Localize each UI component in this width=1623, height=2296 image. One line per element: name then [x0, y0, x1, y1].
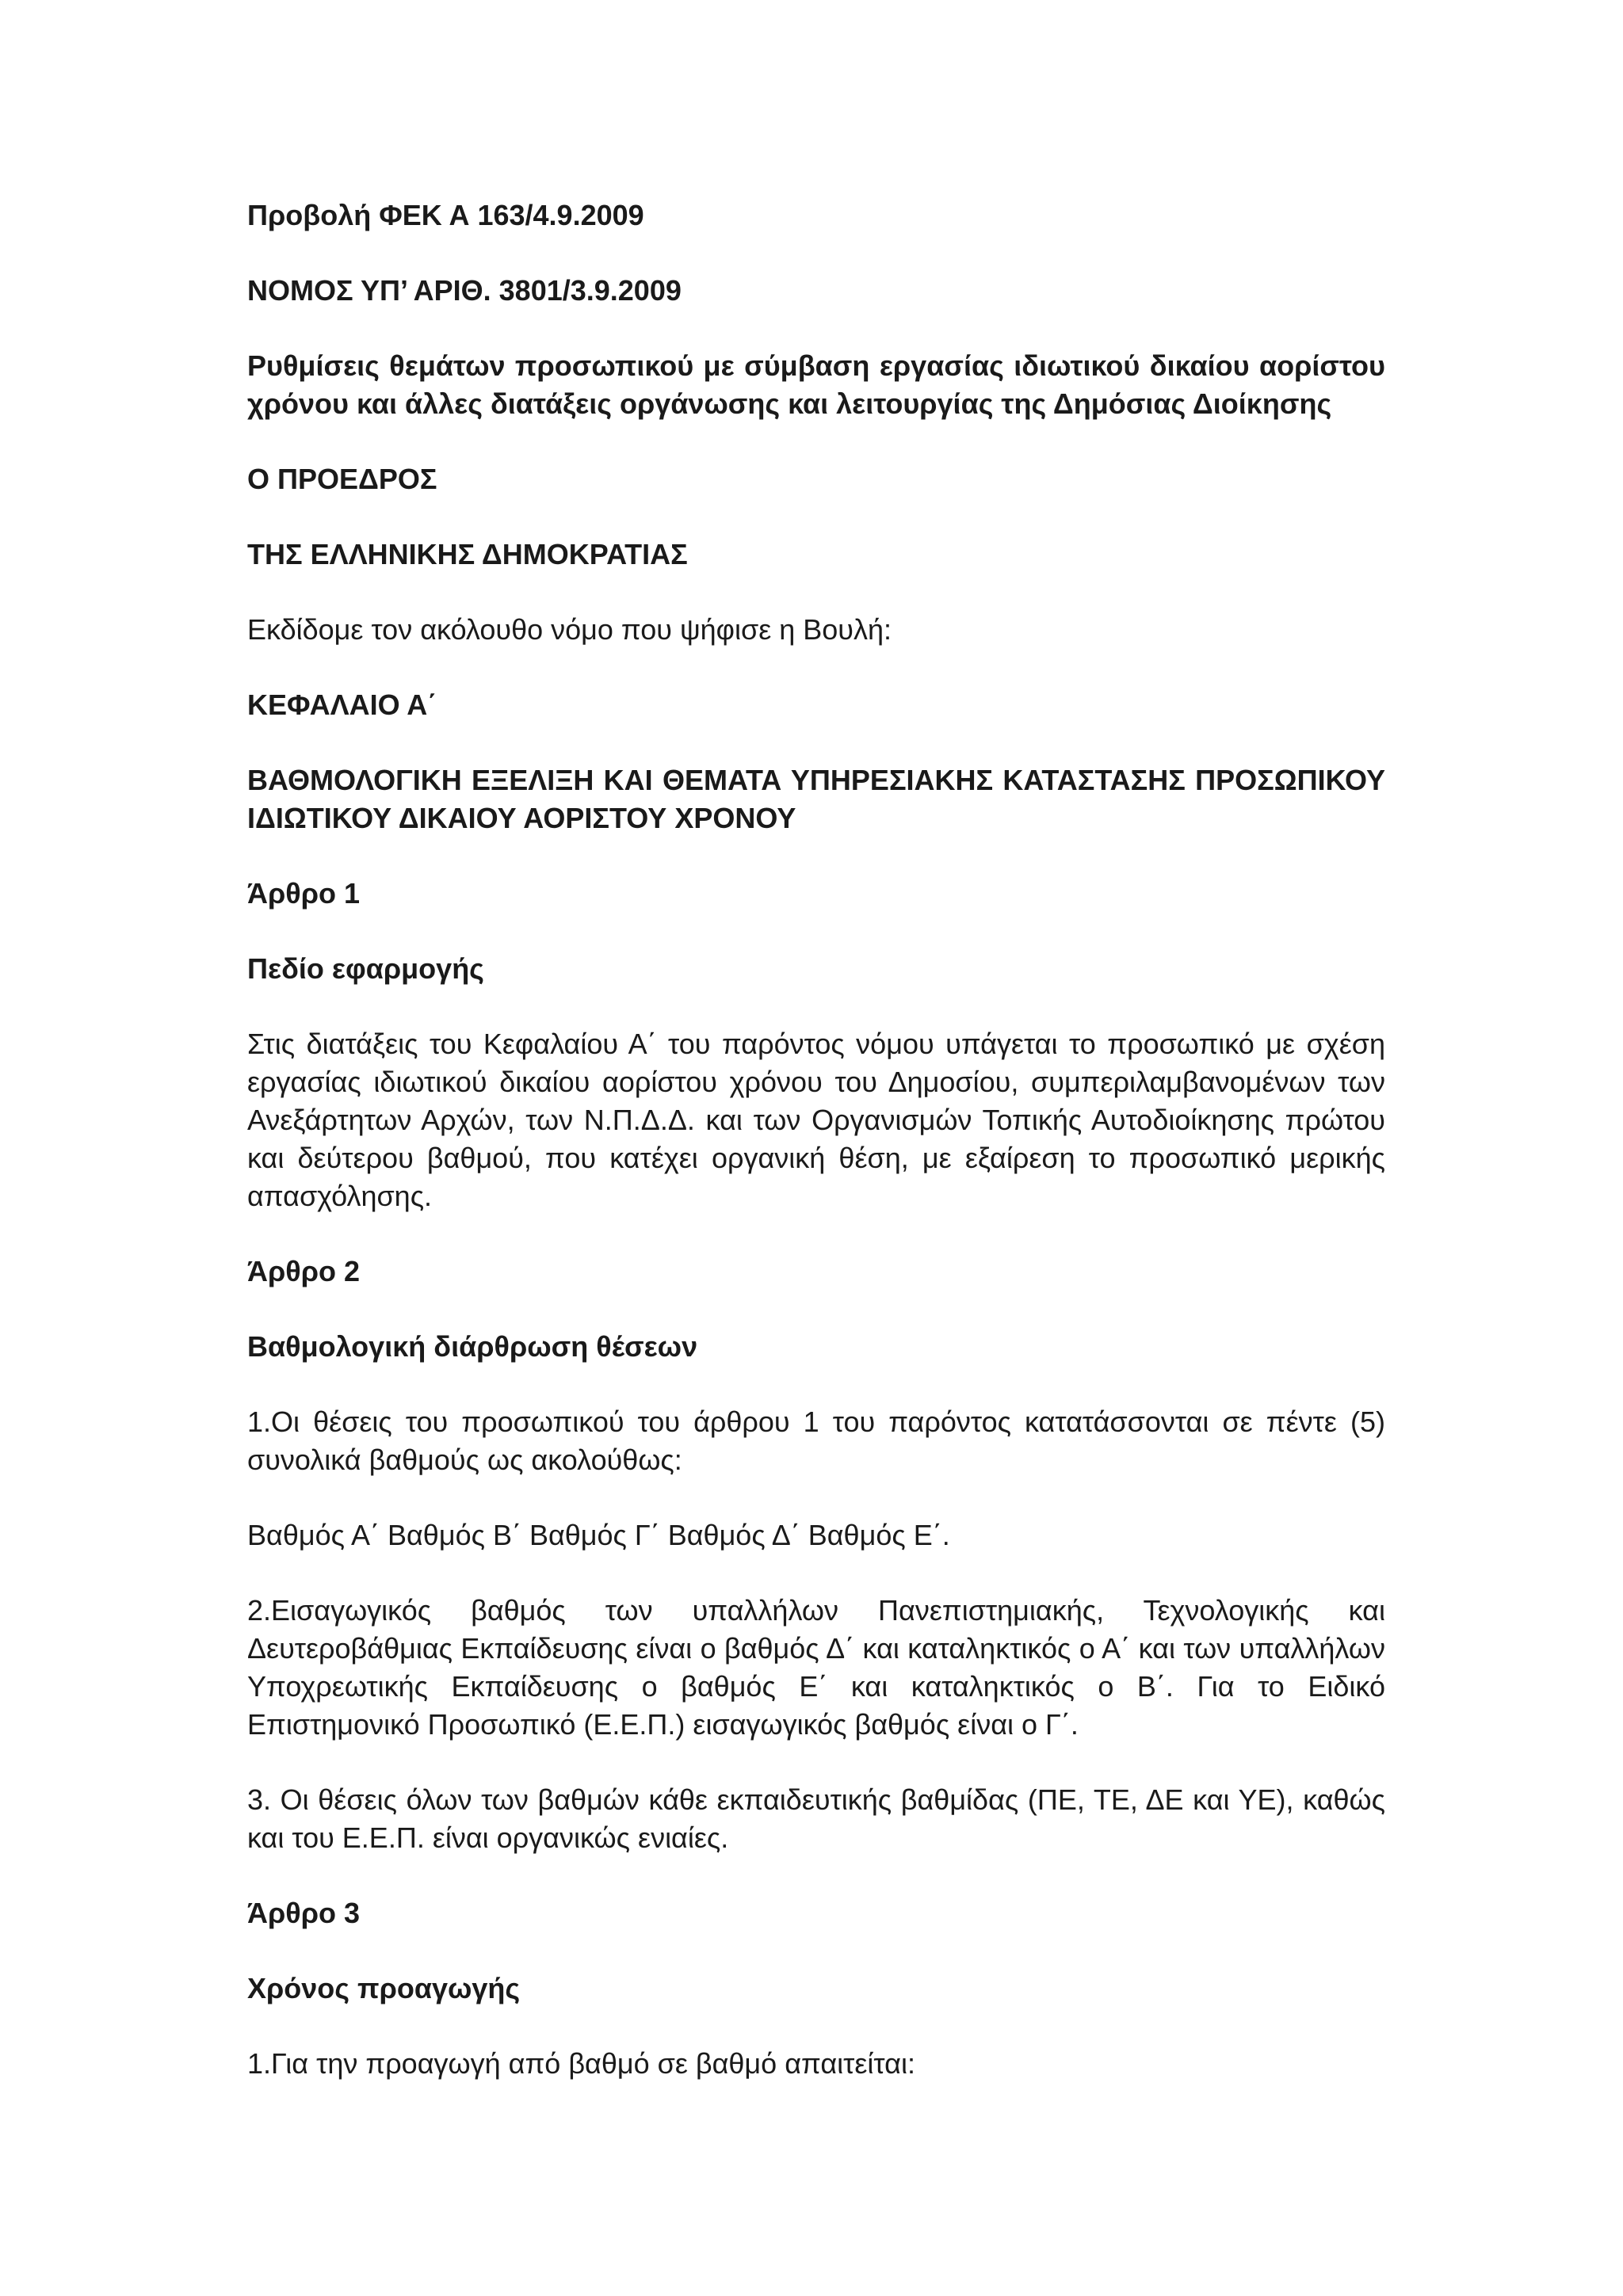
article-2-paragraph-3: 3. Οι θέσεις όλων των βαθμών κάθε εκπαιδευτικής βαθμίδας (ΠΕ, ΤΕ, ΔΕ και ΥΕ), καθώς και του Ε.Ε.Π. είναι οργανικώς ενιαίες. [247, 1783, 1385, 1854]
issuer-line-2: ΤΗΣ ΕΛΛΗΝΙΚΗΣ ΔΗΜΟΚΡΑΤΙΑΣ [247, 538, 688, 570]
article-1-text: Στις διατάξεις του Κεφαλαίου Α΄ του παρόντος νόμου υπάγεται το προσωπικό με σχέση εργασίας ιδιωτικού δικαίου αορίστου χρόνου του Δημοσίου, συμπεριλαμβανομένων των Ανεξάρτητων Αρχών, των Ν.Π.Δ.Δ. και των Οργανισμών Τοπικής Αυτοδιοίκησης πρώτου και δεύτερου βαθμού, που κατέχει οργανική θέση, με εξαίρεση το προσωπικό μερικής απασχόλησης. [247, 1028, 1385, 1212]
chapter-title: ΒΑΘΜΟΛΟΓΙΚΗ ΕΞΕΛΙΞΗ ΚΑΙ ΘΕΜΑΤΑ ΥΠΗΡΕΣΙΑΚΗΣ ΚΑΤΑΣΤΑΣΗΣ ΠΡΟΣΩΠΙΚΟΥ ΙΔΙΩΤΙΚΟΥ ΔΙΚΑΙΟΥ ΑΟΡΙΣΤΟΥ ΧΡΟΝΟΥ [247, 764, 1385, 834]
law-number: ΝΟΜΟΣ ΥΠ’ ΑΡΙΘ. 3801/3.9.2009 [247, 274, 682, 307]
article-3-title: Χρόνος προαγωγής [247, 1972, 521, 2004]
enactment-formula: Εκδίδομε τον ακόλουθο νόμο που ψήφισε η Βουλή: [247, 613, 892, 646]
document-page [247, 196, 1385, 2083]
article-1-label: Άρθρο 1 [247, 877, 361, 910]
article-2-label: Άρθρο 2 [247, 1255, 361, 1287]
article-2-title: Βαθμολογική διάρθρωση θέσεων [247, 1330, 698, 1363]
article-2-paragraph-1: 1.Οι θέσεις του προσωπικού του άρθρου 1 του παρόντος κατατάσσονται σε πέντε (5) συνολικά βαθμούς ως ακολούθως: [247, 1405, 1385, 1476]
article-2-paragraph-2: 2.Εισαγωγικός βαθμός των υπαλλήλων Πανεπιστημιακής, Τεχνολογικής και Δευτεροβάθμιας Εκπαίδευσης είναι ο βαθμός Δ΄ και καταληκτικός ο Α΄ και των υπαλλήλων Υποχρεωτικής Εκπαίδευσης ο βαθμός Ε΄ και καταληκτικός ο Β΄. Για το Ειδικό Επιστημονικό Προσωπικό (Ε.Ε.Π.) εισαγωγικός βαθμός είναι ο Γ΄. [247, 1594, 1385, 1741]
issuer-line-1: Ο ΠΡΟΕΔΡΟΣ [247, 463, 437, 495]
article-3-label: Άρθρο 3 [247, 1897, 361, 1929]
gazette-reference: Προβολή ΦΕΚ Α 163/4.9.2009 [247, 199, 644, 231]
article-2-grades: Βαθμός Α΄ Βαθμός Β΄ Βαθμός Γ΄ Βαθμός Δ΄ Βαθμός Ε΄. [247, 1519, 950, 1551]
law-title: Ρυθμίσεις θεμάτων προσωπικού με σύμβαση εργασίας ιδιωτικού δικαίου αορίστου χρόνου και άλλες διατάξεις οργάνωσης και λειτουργίας της Δημόσιας Διοίκησης [247, 349, 1385, 420]
chapter-label: ΚΕΦΑΛΑΙΟ Α΄ [247, 688, 437, 721]
article-3-paragraph-1: 1.Για την προαγωγή από βαθμό σε βαθμό απαιτείται: [247, 2047, 915, 2080]
article-1-title: Πεδίο εφαρμογής [247, 952, 484, 985]
